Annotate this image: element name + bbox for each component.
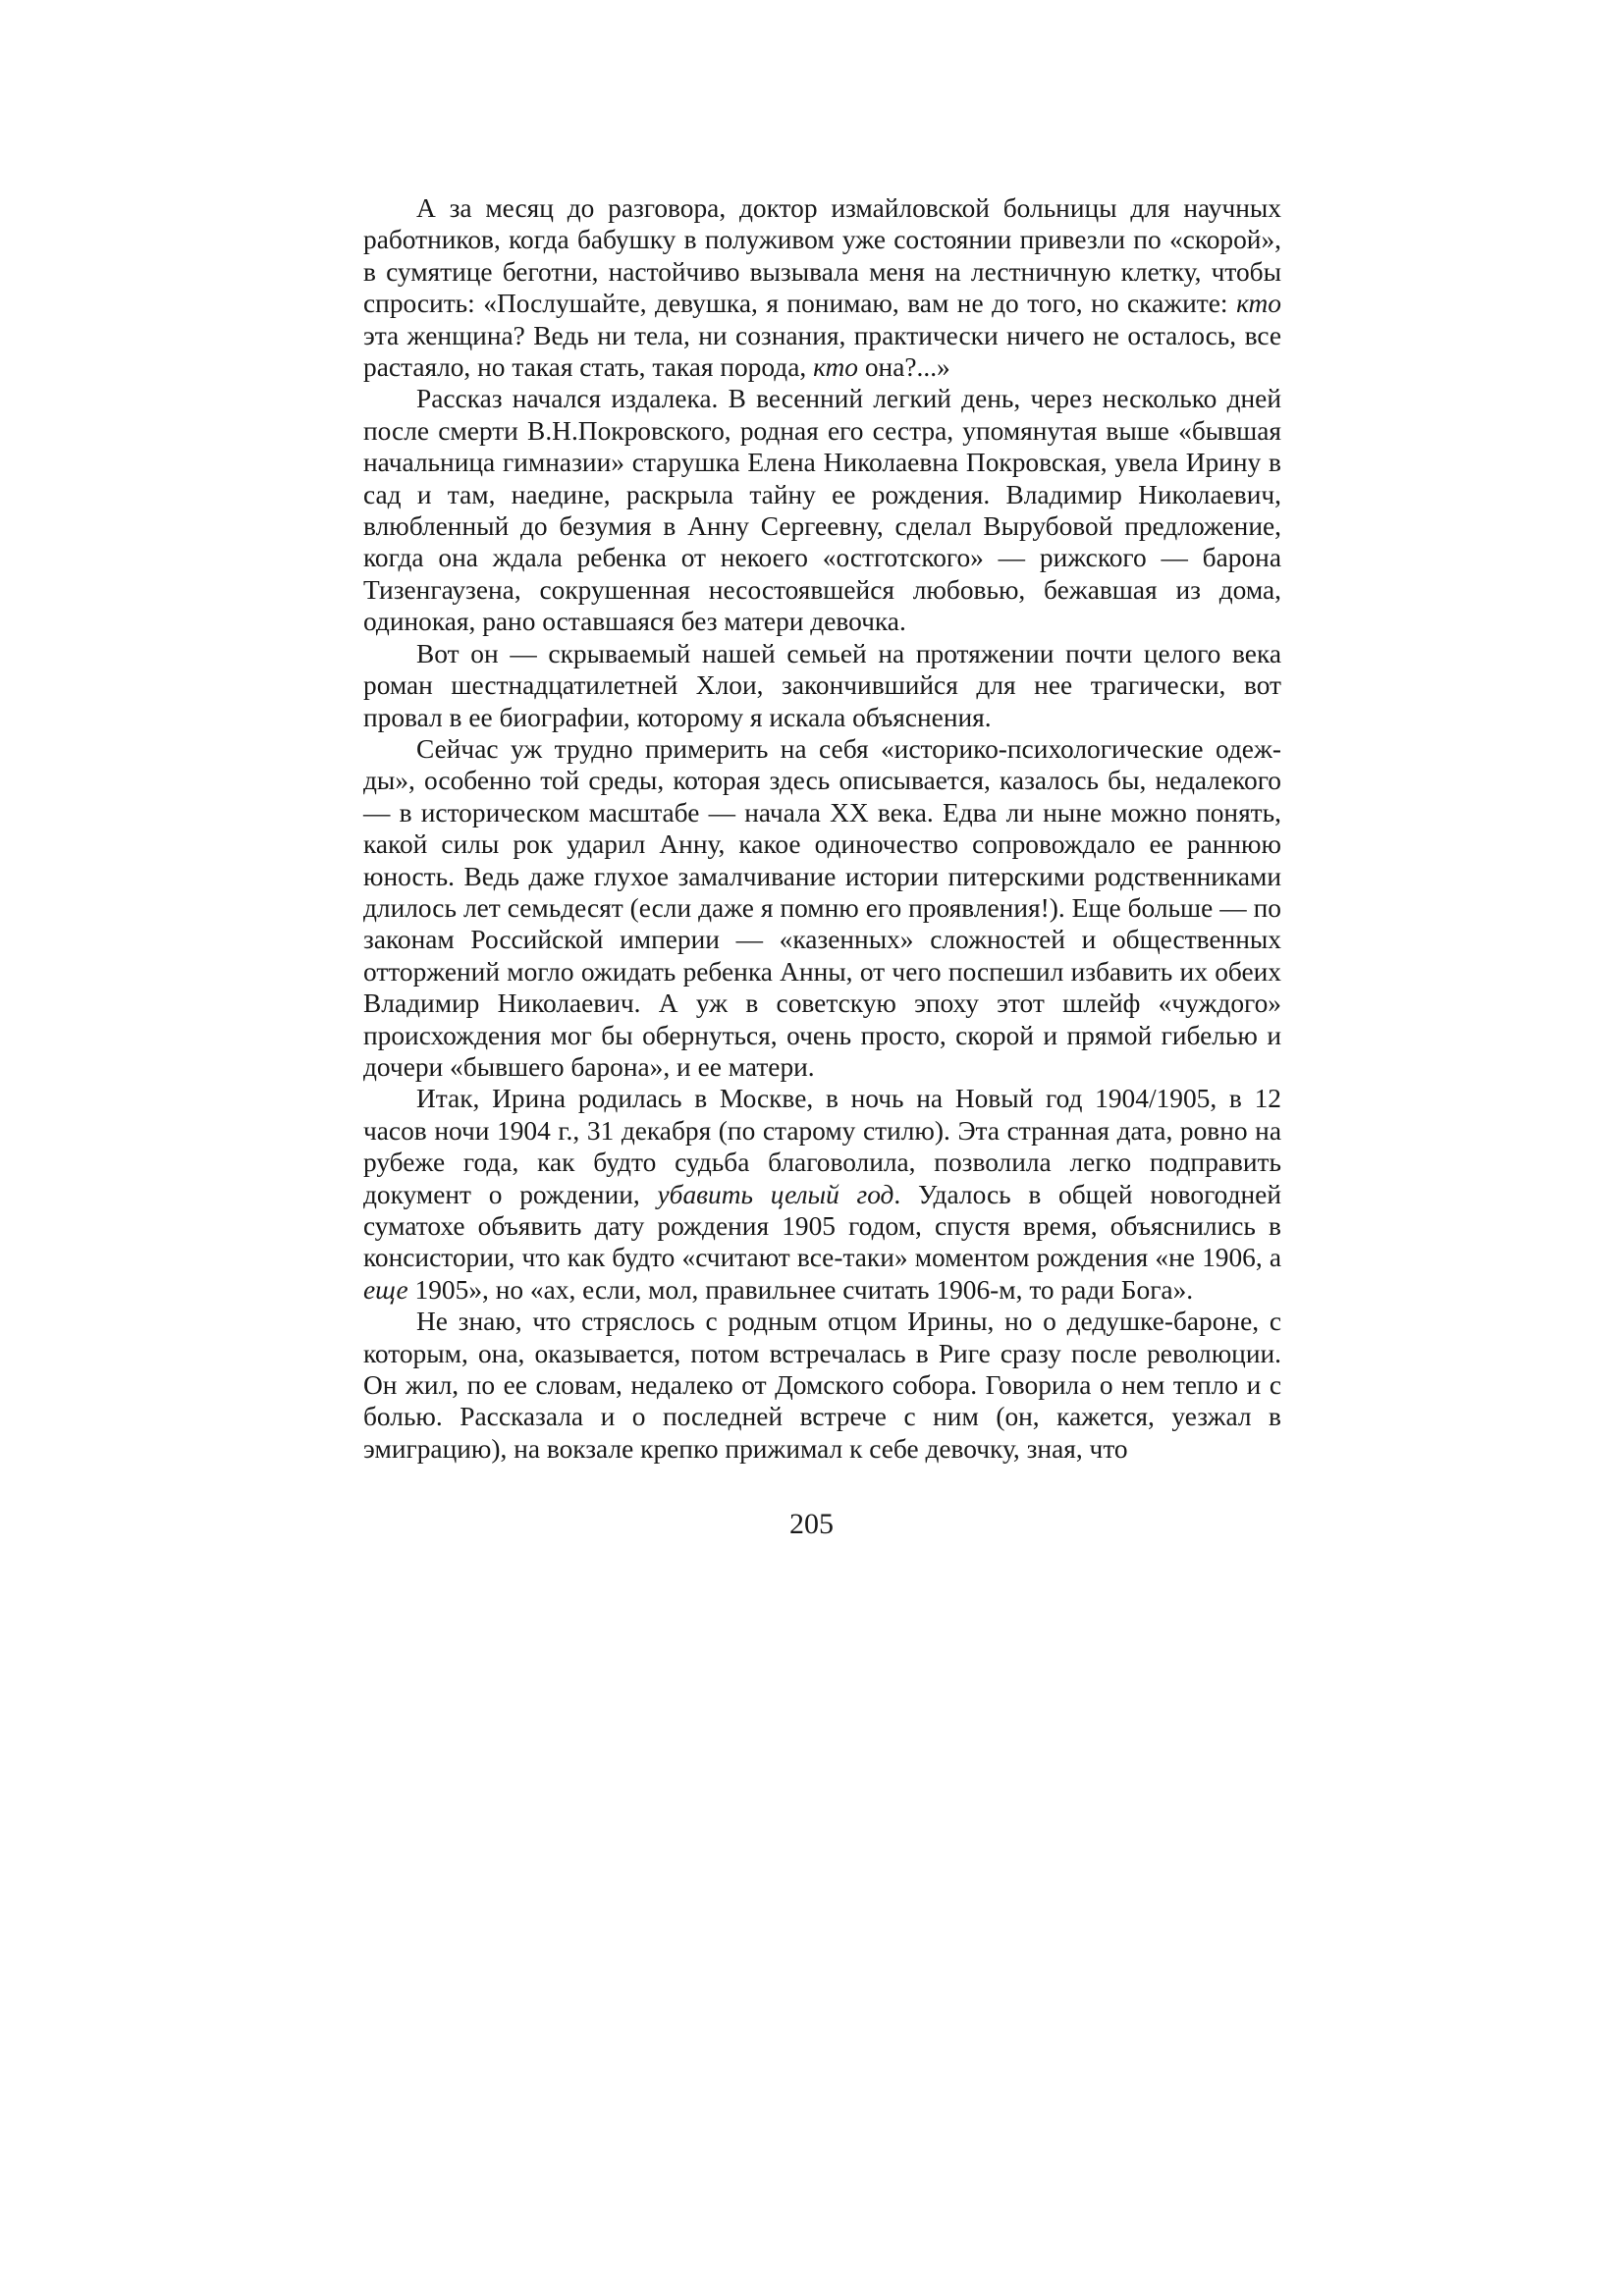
italic-emphasis: кто (813, 352, 858, 383)
text-run: 1905», но «ах, если, мол, правильнее считать 1906-м, то ради Бога». (407, 1274, 1194, 1305)
body-text (363, 192, 1281, 1465)
text-run: Не знаю, что стряслось с родным отцом Ирины, но о дедушке-бароне, с которым, она, оказывается, потом встречалась в Риге сразу после революции. Он жил, по ее словам, недалеко от Домского собора. Говорила о нем тепло и с болью. Рассказала и о последней встрече с ним (он, кажется, уезжал в эмиграцию), на вокзале крепко прижимал к себе девочку, зная, что (363, 1307, 1281, 1464)
paragraph-6 (363, 1306, 1281, 1465)
text-run: А за месяц до разговора, доктор измайловской больницы для научных работников, когда бабушку в полуживом уже состоянии привезли по «скорой», в сумятице беготни, настойчиво вызывала меня на лестничную клетку, чтобы спросить: «Послушайте, девушка, я понимаю, вам не до того, но скажите: (363, 193, 1281, 319)
text-run: Вот он — скрываемый нашей семьей на протяжении почти целого века роман шестнадцатилетней Хлои, закончившийся для нее трагически, вот провал в ее биографии, которому я искала объяснения. (363, 638, 1281, 732)
paragraph-3 (363, 638, 1281, 733)
text-run: эта женщина? Ведь ни тела, ни сознания, практически ничего не осталось, все растаяло, но такая стать, такая порода, (363, 320, 1281, 383)
text-run: Сейчас уж трудно примерить на себя «историко-психологические одежды», особенно той среды, которая здесь описывается, казалось бы, недалекого — в историческом масштабе — начала XX века. Едва ли ныне можно понять, какой силы рок ударил Анну, какое одиночество сопровождало ее раннюю юность. Ведь даже глухое замалчивание истории питерскими родственниками длилось лет семьдесят (если даже я помню его проявления!). Еще больше — по законам Российской империи — «казенных» сложностей и общественных отторжений могло ожидать ребенка Анны, от чего поспешил избавить их обеих Владимир Николаевич. А уж в советскую эпоху этот шлейф «чуждого» происхождения мог бы обернуться, очень просто, скорой и прямой гибелью и дочери «бывшего барона», и ее матери. (363, 733, 1281, 1082)
paragraph-4 (363, 733, 1281, 1083)
text-run: . Удалось в общей новогодней суматохе объявить дату рождения 1905 годом, спустя время, объяснились в консистории, что как будто «считают все-таки» моментом рождения «не 1906, а (363, 1179, 1281, 1273)
paragraph-1 (363, 192, 1281, 383)
paragraph-2 (363, 383, 1281, 637)
italic-emphasis: кто (1236, 289, 1281, 319)
text-run: Рассказ начался издалека. В весенний легкий день, через несколько дней после смерти В.Н.Покровского, родная его сестра, упомянутая выше «бывшая начальница гимназии» старушка Елена Николаевна Покровская, увела Ирину в сад и там, наедине, раскрыла тайну ее рождения. Владимир Николаевич, влюбленный до безумия в Анну Сергеевну, сделал Вырубовой предложение, когда она ждала ребенка от некоего «остготского» — рижского — барона Тизенгаузена, сокрушенная несостоявшейся любовью, бежавшая из дома, одинокая, рано оставшаяся без матери девочка. (363, 384, 1281, 637)
text-run: она?...» (858, 352, 950, 383)
paragraph-5 (363, 1083, 1281, 1306)
page-number: 205 (789, 1508, 834, 1540)
text-run: Итак, Ирина родилась в Москве, в ночь на Новый год 1904/1905, в 12 часов ночи 1904 г., 31 декабря (по старому стилю). Эта странная дата, ровно на рубеже года, как будто судьба благоволила, позволила легко подправить документ о рождении, (363, 1084, 1281, 1209)
italic-emphasis: убавить целый год (657, 1179, 894, 1209)
italic-emphasis: еще (363, 1274, 408, 1305)
